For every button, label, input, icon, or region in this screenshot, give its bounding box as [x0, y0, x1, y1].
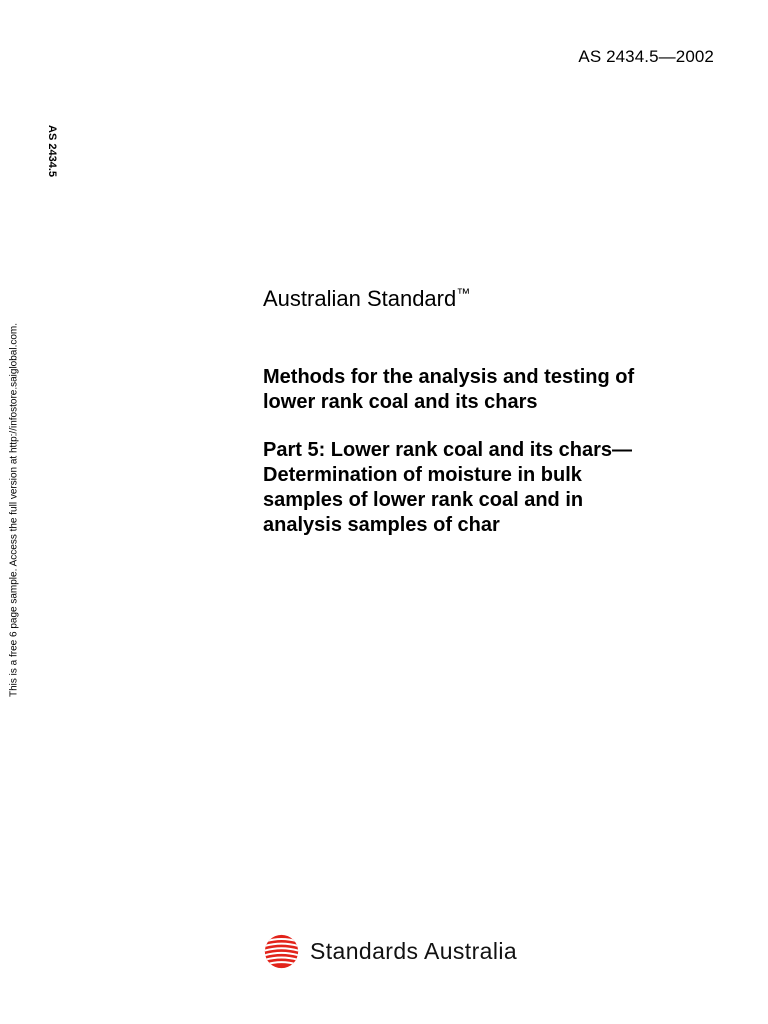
australian-standard-heading	[263, 285, 470, 312]
main-title-line-2: lower rank coal and its chars	[263, 391, 538, 413]
part-title-line-2: Determination of moisture in bulk	[263, 464, 582, 486]
trademark-symbol: ™	[456, 285, 471, 301]
brand-name: Australian Standard	[263, 286, 457, 311]
part-title-line-4: analysis samples of char	[263, 514, 500, 536]
part-title-line-1: Part 5: Lower rank coal and its chars—	[263, 439, 633, 461]
part-title	[263, 438, 733, 538]
standards-australia-logo-icon	[263, 933, 300, 970]
main-title-line-1: Methods for the analysis and testing of	[263, 366, 635, 388]
spine-label: AS 2434.5	[46, 125, 58, 177]
main-title	[263, 365, 733, 415]
publisher-name: Standards Australia	[310, 937, 518, 964]
publisher-logo	[263, 930, 517, 972]
sample-access-note: This is a free 6 page sample. Access the full version at http://infostore.saiglobal.com.	[8, 322, 20, 698]
document-number: AS 2434.5—2002	[578, 47, 714, 66]
part-title-line-3: samples of lower rank coal and in	[263, 489, 584, 511]
